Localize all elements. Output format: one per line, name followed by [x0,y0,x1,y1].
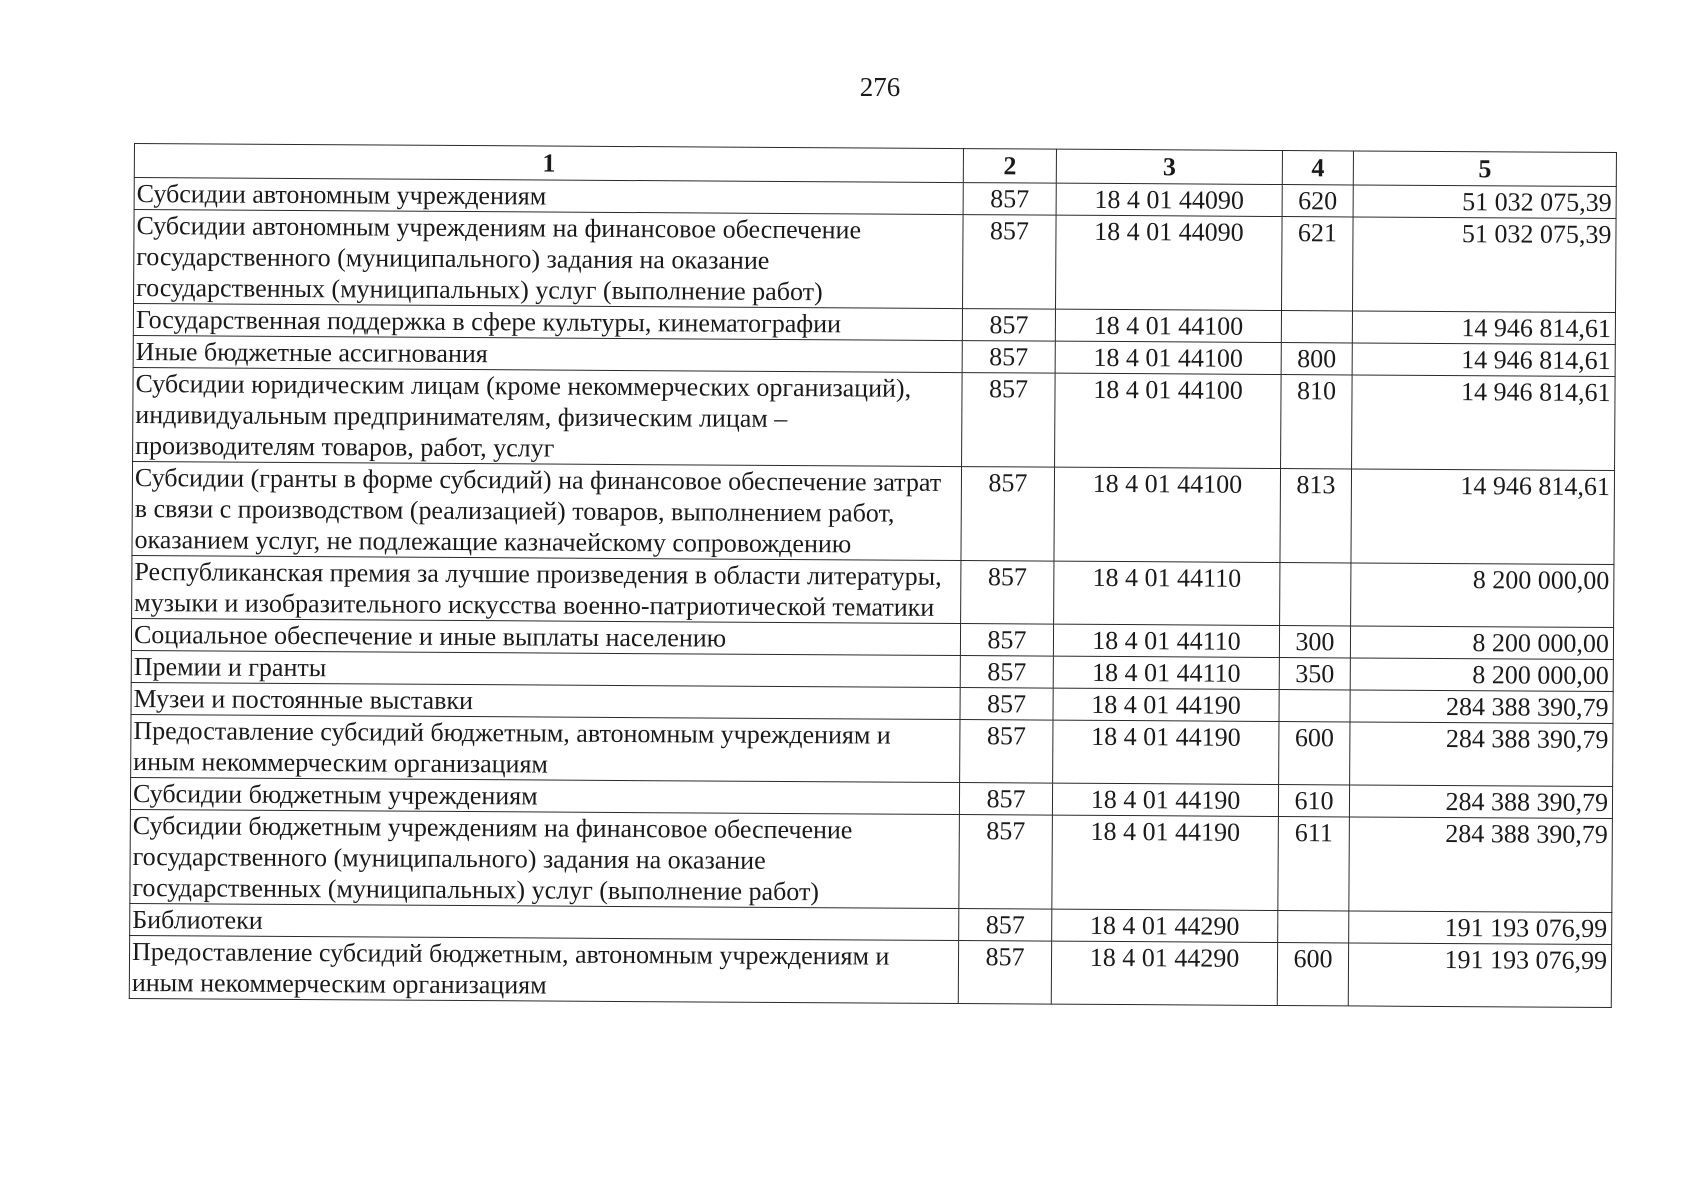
row-name-cell: Государственная поддержка в сфере культуры, кинематографии [133,304,962,341]
row-amount-cell: 284 388 390,79 [1349,817,1613,913]
row-gr-cell: 857 [963,183,1056,216]
row-code-cell: 18 4 01 44190 [1053,720,1279,784]
row-gr-cell: 857 [963,215,1057,310]
row-name-cell: Субсидии автономным учреждениям [134,178,963,215]
row-name-cell: Субсидии (гранты в форме субсидий) на финансовое обеспечение затрат в связи с производством (реализацией) товаров, выполнением работ, оказанием услуг, не подлежащие казначейскому сопровождению [132,461,962,560]
column-header-1: 1 [134,144,963,183]
row-vr-cell [1278,911,1349,943]
row-gr-cell: 857 [962,341,1055,374]
row-code-cell: 18 4 01 44190 [1052,783,1278,816]
row-vr-cell [1279,690,1350,722]
column-header-2: 2 [963,149,1056,184]
column-header-5: 5 [1353,151,1616,187]
row-code-cell: 18 4 01 44090 [1056,215,1283,310]
row-code-cell: 18 4 01 44110 [1053,624,1279,657]
table-row [132,555,1614,627]
row-name-cell: Республиканская премия за лучшие произведения в области литературы, музыки и изобразительного искусства военно-патриотической тематики [132,555,961,623]
row-amount-cell: 14 946 814,61 [1352,343,1615,377]
row-amount-cell: 14 946 814,61 [1351,469,1615,565]
row-gr-cell: 857 [960,624,1053,657]
row-vr-cell: 810 [1281,375,1353,469]
row-gr-cell: 857 [962,309,1055,342]
column-header-4: 4 [1282,151,1353,185]
row-name-cell: Субсидии автономным учреждениям на финансовое обеспечение государственного (муниципального) задания на оказание государственных (муниципальных) услуг (выполнение работ) [134,210,964,309]
row-vr-cell: 621 [1281,217,1353,311]
row-amount-cell: 8 200 000,00 [1351,563,1614,628]
row-gr-cell: 857 [962,373,1056,468]
row-amount-cell: 51 032 075,39 [1352,217,1616,313]
row-vr-cell: 813 [1280,469,1352,563]
row-amount-cell: 8 200 000,00 [1350,626,1613,660]
row-amount-cell: 284 388 390,79 [1349,785,1612,819]
row-vr-cell: 620 [1282,185,1353,217]
row-amount-cell: 191 193 076,99 [1348,943,1611,1008]
row-vr-cell [1280,563,1351,626]
row-code-cell: 18 4 01 44090 [1056,183,1282,216]
row-name-cell: Субсидии юридическим лицам (кроме некоммерческих организаций), индивидуальным предпринимателям, физическим лицам – производителям товаров, работ, услуг [133,367,963,466]
row-amount-cell: 14 946 814,61 [1352,311,1615,345]
row-amount-cell: 284 388 390,79 [1350,722,1613,787]
row-vr-cell [1281,311,1352,343]
row-name-cell: Библиотеки [130,903,959,940]
row-name-cell: Иные бюджетные ассигнования [133,335,962,372]
table-row [129,935,1611,1007]
table-row [132,461,1615,564]
row-code-cell: 18 4 01 44100 [1055,309,1281,342]
table-row [133,367,1616,470]
row-name-cell: Субсидии бюджетным учреждениям [130,777,959,814]
row-gr-cell: 857 [959,815,1053,910]
row-code-cell: 18 4 01 44100 [1055,341,1281,374]
row-amount-cell: 51 032 075,39 [1353,185,1616,219]
row-gr-cell: 857 [961,467,1055,562]
table-row [131,714,1613,786]
row-code-cell: 18 4 01 44190 [1052,815,1279,910]
row-gr-cell: 857 [960,688,1053,721]
row-gr-cell: 857 [960,720,1053,784]
row-vr-cell: 300 [1279,626,1350,658]
row-code-cell: 18 4 01 44110 [1054,561,1280,625]
row-amount-cell: 191 193 076,99 [1349,911,1612,945]
row-vr-cell: 611 [1278,817,1350,911]
row-amount-cell: 14 946 814,61 [1352,375,1616,471]
row-amount-cell: 284 388 390,79 [1350,690,1613,724]
row-vr-cell: 600 [1279,722,1350,785]
column-header-3: 3 [1056,149,1282,184]
row-vr-cell: 350 [1279,658,1350,690]
row-gr-cell: 857 [961,561,1054,625]
row-name-cell: Субсидии бюджетным учреждениям на финансовое обеспечение государственного (муниципального) задания на оказание государственных (муниципальных) услуг (выполнение работ) [130,809,960,908]
row-gr-cell: 857 [959,783,1052,816]
row-vr-cell: 600 [1277,943,1348,1006]
row-name-cell: Премии и гранты [131,650,960,687]
row-code-cell: 18 4 01 44190 [1053,688,1279,721]
row-name-cell: Предоставление субсидий бюджетным, автономным учреждениям и иным некоммерческим организациям [131,714,960,782]
row-code-cell: 18 4 01 44290 [1051,941,1277,1005]
row-code-cell: 18 4 01 44100 [1054,467,1281,562]
row-amount-cell: 8 200 000,00 [1350,658,1613,692]
table-row [130,809,1613,912]
row-name-cell: Музеи и постоянные выставки [131,682,960,719]
row-gr-cell: 857 [959,909,1052,942]
table-body [129,178,1616,1008]
row-gr-cell: 857 [960,656,1053,689]
row-name-cell: Предоставление субсидий бюджетным, автономным учреждениям и иным некоммерческим организациям [129,935,958,1003]
row-gr-cell: 857 [958,941,1051,1005]
row-vr-cell: 610 [1278,785,1349,817]
budget-table [129,143,1617,1008]
page-number: 276 [859,72,901,102]
row-vr-cell: 800 [1281,343,1352,375]
table-row [134,210,1617,313]
row-code-cell: 18 4 01 44110 [1053,656,1279,689]
row-name-cell: Социальное обеспечение и иные выплаты населению [131,618,960,655]
row-code-cell: 18 4 01 44290 [1052,909,1278,942]
row-code-cell: 18 4 01 44100 [1055,373,1282,468]
